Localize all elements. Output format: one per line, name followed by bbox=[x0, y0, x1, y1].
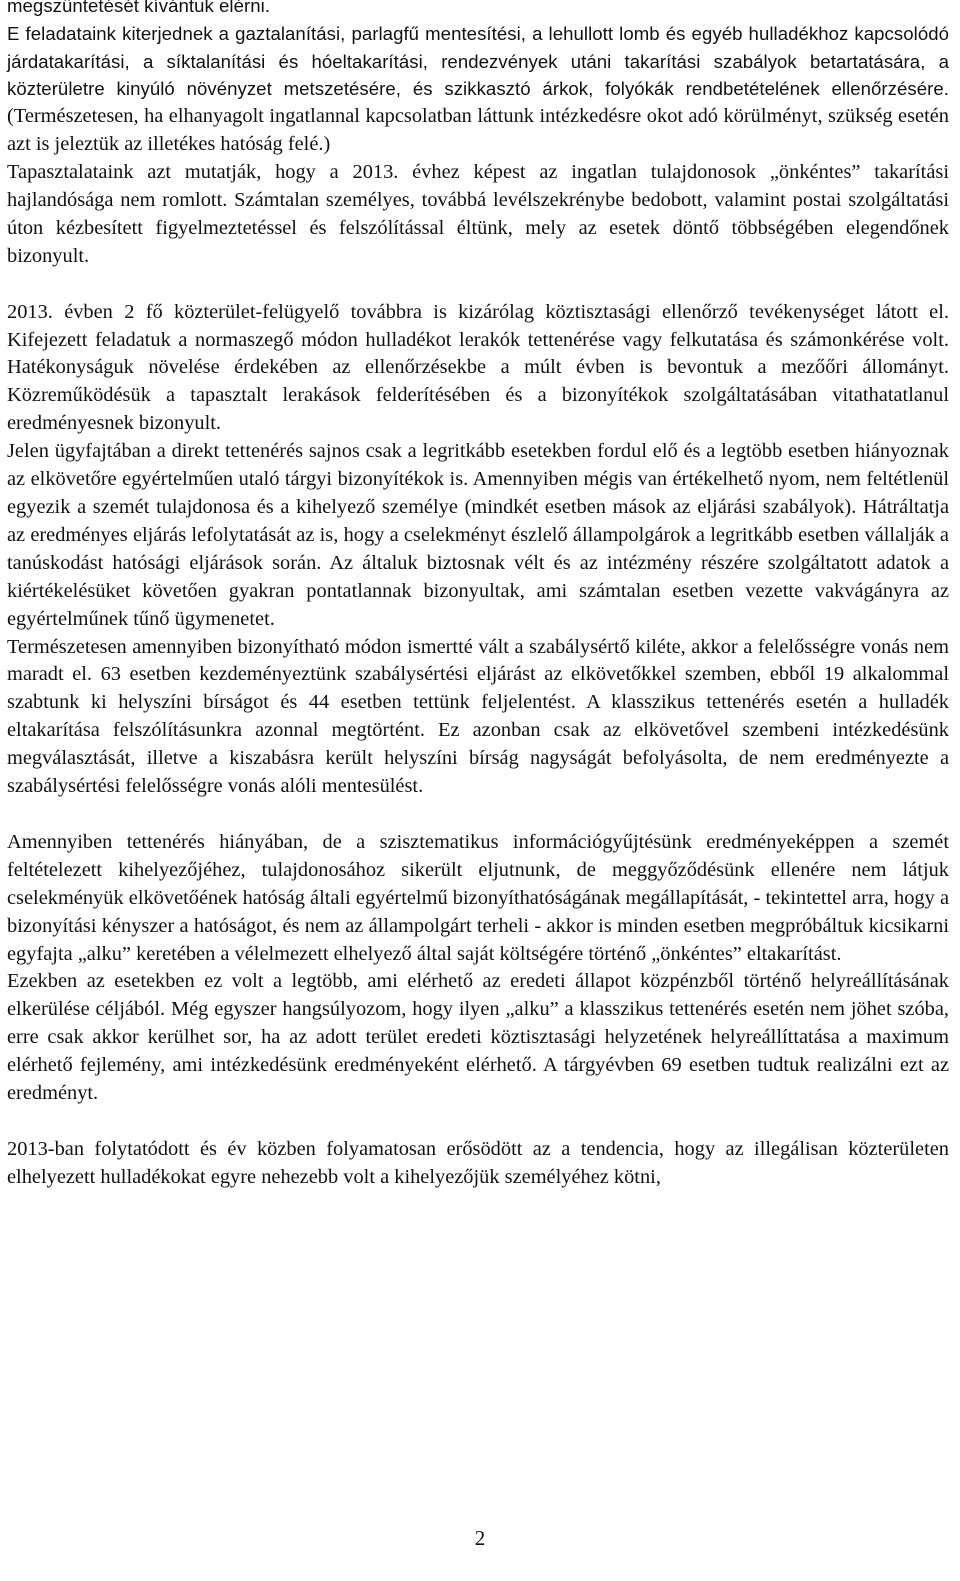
text-run: Tapasztalataink azt mutatják, hogy a 2013. évhez képest az ingatlan tulajdonosok „önkéntes” takarítási hajlandósága nem romlott. Számtalan személyes, továbbá levélszekrénybe bedobott, valamint postai szolgáltatási úton kézbesített figyelmeztetéssel és felszólítással éltünk, mely az esetek döntő többségében elegendőnek bizonyult. bbox=[7, 161, 949, 267]
text-run: (Természetesen, ha elhanyagolt ingatlannal kapcsolatban láttunk intézkedésre okot adó körülményt, szükség esetén azt is jeleztük az illetékes hatóság felé.) bbox=[7, 105, 949, 156]
text-run: Ezekben az esetekben ez volt a legtöbb, ami elérhető az eredeti állapot közpénzből történő helyreállításának elkerülése céljából. Még egyszer hangsúlyozom, hogy ilyen „alku” a klasszikus tettenérés esetén nem jöhet szóba, erre csak akkor kerülhet sor, ha az adott terület eredeti köztisztasági helyzetének helyreállíttatása a maximum elérhető fejlemény, ami intézkedésünk eredményeként elérhető. A tárgyévben 69 esetben tudtuk realizálni ezt az eredményt. bbox=[7, 970, 949, 1105]
paragraph-spacer bbox=[7, 271, 949, 299]
paragraph-spacer bbox=[7, 1108, 949, 1136]
document-page bbox=[7, 0, 949, 1192]
paragraph-proceedings bbox=[7, 634, 949, 801]
paragraph-experiences bbox=[7, 159, 949, 271]
text-run: Amennyiben tettenérés hiányában, de a szisztematikus információgyűjtésünk eredményeképpen a szemét feltételezett kihelyezőjéhez, tulajdonosához sikerült eljutnunk, de meggyőződésünk ellenére nem látjuk cselekményük elkövetőének hatóság általi egyértelmű bizonyíthatóságának megállapítását, - tekintettel arra, hogy a bizonyítási kényszer a hatóságot, és nem az állampolgárt terheli - akkor is minden esetben megpróbáltuk kicsikarni egyfajta „alku” keretében a vélelmezett elhelyező által saját költségére történő „önkéntes” eltakarítást. bbox=[7, 830, 949, 965]
text-run: 2013-ban folytatódott és év közben folyamatosan erősödött az a tendencia, hogy az illegálisan közterületen elhelyezett hulladékokat egyre nehezebb volt a kihelyezőjük személyéhez kötni, bbox=[7, 1138, 949, 1188]
text-run: Jelen ügyfajtában a direkt tettenérés sajnos csak a legritkább esetekben fordul elő és a legtöbb esetben hiányoznak az elkövetőre egyértelműen utaló tárgyi bizonyítékok is. Amennyiben mégis van értékelhető nyom, nem feltétlenül egyezik a szemét tulajdonosa és a kihelyező személye (mindkét esetben mások az eljárási szabályok). Hátráltatja az eredményes eljárás lefolytatását az is, hogy a cselekményt észlelő állampolgárok a legritkább esetben vállalják a tanúskodást hatósági eljárások során. Az általuk biztosnak vélt és az intézmény részére szolgáltatott adatok a kiértékelésüket követően gyakran pontatlannak bizonyultak, ami számtalan esetben vezette vakvágányra az egyértelműnek tűnő ügymenetet. bbox=[7, 440, 949, 630]
paragraph-evidence bbox=[7, 438, 949, 633]
paragraph-restoration bbox=[7, 968, 949, 1108]
text-run: 2013. évben 2 fő közterület-felügyelő továbbra is kizárólag köztisztasági ellenőrző tevékenységet látott el. Kifejezett feladatuk a normaszegő módon hulladékot lerakók tettenérése vagy felkutatása és számonkérése volt. Hatékonyságuk növelése érdekében az ellenőrzésekbe a múlt évben is bevontuk a mezőőri állományt. Közreműködésük a tapasztalt lerakások felderítésében és a bizonyítékok szolgáltatásában vitathatatlanul eredményesnek bizonyult. bbox=[7, 300, 949, 435]
page-number: 2 bbox=[474, 1526, 486, 1550]
text-run: E feladataink kiterjednek a gaztalanítási, parlagfű mentesítési, a lehullott lomb és egyéb hulladékhoz kapcsolódó járdatakarítási, a síktalanítási és hóeltakarítási, rendezvények utáni takarítási szabályok betartatására, a közterületre kinyúló növényzet metszetésére, és szikkasztó árkok, folyókák rendbetételének ellenőrzésére. bbox=[7, 22, 949, 100]
paragraph-tendency bbox=[7, 1136, 949, 1192]
text-run: Természetesen amennyiben bizonyítható módon ismertté vált a szabálysértő kiléte, akkor a felelősségre vonás nem maradt el. 63 esetben kezdeményeztünk szabálysértési eljárást az elkövetőkkel szemben, ebből 19 alkalommal szabtunk ki helyszíni bírságot és 44 esetben tettünk feljelentést. A klasszikus tettenérés esetén a hulladék eltakarítása felszólításunkra azonnal megtörtént. Ez azonban csak az elkövetővel szembeni intézkedésünk megválasztását, illetve a kiszabásra került helyszíni bírság nagyságát befolyásolta, de nem eredményezte a szabálysértési felelősségre vonás alóli mentesülést. bbox=[7, 635, 949, 798]
paragraph-agreement bbox=[7, 829, 949, 969]
text-run: megszüntetését kívántuk elérni. bbox=[7, 0, 271, 16]
paragraph-tasks bbox=[7, 20, 949, 159]
paragraph-inspectors bbox=[7, 299, 949, 439]
paragraph-spacer bbox=[7, 801, 949, 829]
paragraph-intro-end bbox=[7, 0, 949, 20]
